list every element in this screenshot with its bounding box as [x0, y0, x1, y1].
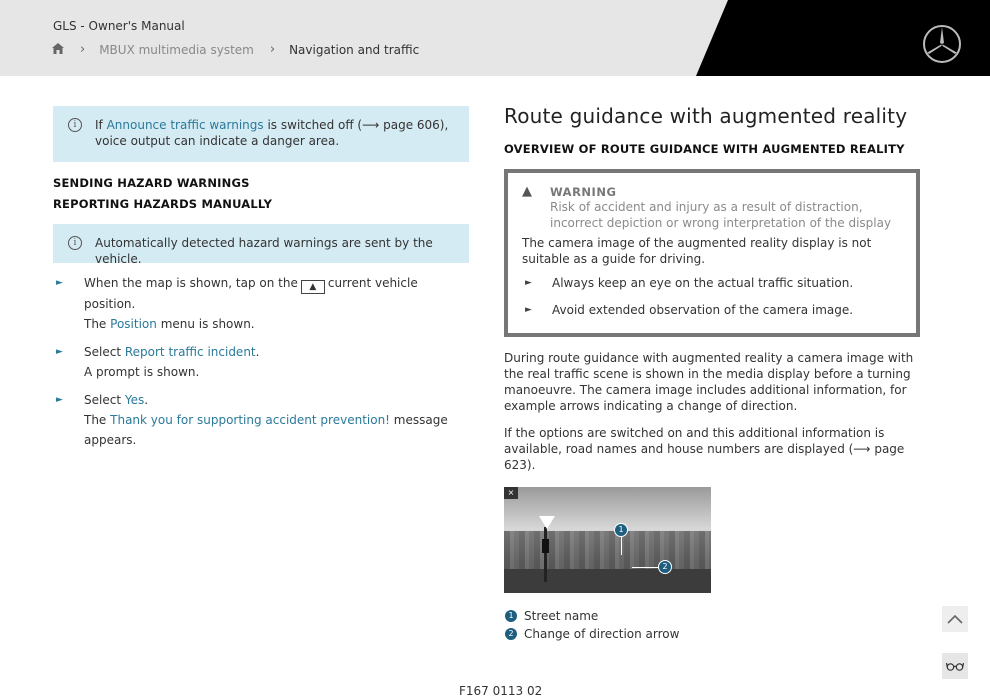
paragraph-route-guidance: During route guidance with augmented reality a camera image with the real traffic scene is shown in the media display before a turning manoeuvre. The camera image includes additional information, for example arrows indicating a change of direction. [504, 351, 914, 413]
step-arrow-icon: ► [56, 395, 63, 405]
warning-step [522, 275, 902, 291]
mercedes-star-logo[interactable] [922, 24, 962, 64]
figure-trees [504, 531, 711, 571]
page-title: Route guidance with augmented reality [504, 104, 908, 128]
callout-line [632, 567, 660, 568]
step-result: message appears. [84, 413, 448, 447]
warning-header [522, 185, 902, 199]
step-text: Select [84, 345, 125, 359]
vehicle-position-icon[interactable]: ▲ [301, 280, 325, 294]
breadcrumb-item-mbux[interactable]: MBUX multimedia system [99, 42, 254, 57]
left-column [53, 106, 469, 458]
step-result: The [84, 413, 111, 427]
position-menu-link[interactable]: Position [110, 317, 157, 331]
info-text-suffix: is switched off (⟶ page 606), voice output can indicate a danger area. [95, 118, 449, 148]
figure-road [504, 569, 711, 593]
figure-close-icon[interactable]: × [504, 487, 518, 499]
heading-sending-hazard: SENDING HAZARD WARNINGS [53, 176, 250, 190]
glasses-icon [946, 661, 964, 671]
section-subtitle: OVERVIEW OF ROUTE GUIDANCE WITH AUGMENTED REALITY [504, 142, 905, 156]
traffic-light [542, 539, 549, 553]
callout-line [621, 537, 622, 555]
warning-step [522, 302, 902, 318]
callout-2: 2 [658, 560, 672, 574]
thank-you-message-link[interactable]: Thank you for supporting accident prevention! [110, 413, 390, 427]
step-text: Select [84, 393, 125, 407]
step-result: A prompt is shown. [84, 365, 200, 379]
info-note-auto [53, 224, 469, 266]
figure-code: F167 0113 02 [459, 684, 543, 698]
scroll-to-top-button[interactable] [942, 606, 968, 632]
warning-box [504, 169, 920, 337]
warning-body: The camera image of the augmented reality display is not suitable as a guide for driving. [522, 236, 872, 266]
step-text: When the map is shown, tap on the [84, 276, 298, 290]
info-note-text [95, 117, 455, 151]
legend-item [504, 625, 920, 643]
warning-description: Risk of accident and injury as a result of distraction, incorrect depiction or wrong interpretation of the display [550, 200, 892, 230]
steps-list [53, 273, 469, 450]
figure-legend [504, 607, 920, 643]
report-traffic-incident-link[interactable]: Report traffic incident [124, 345, 256, 359]
paragraph-options: If the options are switched on and this additional information is available, road names and house numbers are displayed (⟶ page 623). [504, 426, 905, 472]
step-arrow-icon: ► [525, 305, 532, 315]
info-icon: i [68, 236, 82, 250]
warning-step-text: Avoid extended observation of the camera image. [552, 303, 854, 317]
breadcrumb-item-navigation: Navigation and traffic [289, 42, 420, 57]
step-item [53, 273, 469, 334]
chevron-right-icon: › [269, 42, 276, 57]
step-text: . [255, 345, 260, 359]
step-item [53, 342, 469, 382]
glasses-button[interactable] [942, 653, 968, 679]
step-text: current vehicle position. [84, 276, 418, 311]
breadcrumb [52, 42, 419, 57]
figure-pole [544, 527, 547, 582]
camera-image-figure[interactable] [504, 487, 711, 593]
info-note-text: Automatically detected hazard warnings are sent by the vehicle. [95, 236, 433, 266]
legend-label: Change of direction arrow [524, 627, 680, 641]
step-arrow-icon: ► [525, 278, 532, 288]
step-result: The [84, 317, 111, 331]
callout-1: 1 [614, 523, 628, 537]
yes-link[interactable]: Yes [124, 393, 145, 407]
warning-title: WARNING [550, 185, 617, 199]
warning-step-text: Always keep an eye on the actual traffic situation. [552, 276, 854, 290]
manual-title: GLS - Owner's Manual [53, 19, 185, 33]
step-arrow-icon: ► [56, 278, 63, 288]
step-text: . [144, 393, 149, 407]
step-item [53, 390, 469, 450]
announce-traffic-warnings-link[interactable]: Announce traffic warnings [106, 118, 264, 132]
warning-triangle-icon: ▲ [522, 184, 532, 199]
yield-sign [539, 516, 555, 529]
home-icon[interactable] [52, 43, 64, 57]
step-arrow-icon: ► [56, 347, 63, 357]
warning-steps [522, 275, 902, 318]
legend-item [504, 607, 920, 625]
info-icon: i [68, 118, 82, 132]
legend-number: 1 [505, 610, 517, 622]
chevron-up-icon [947, 614, 963, 624]
right-column [504, 104, 920, 643]
heading-reporting-hazard: REPORTING HAZARDS MANUALLY [53, 197, 273, 211]
legend-label: Street name [524, 609, 599, 623]
info-text-prefix: If [95, 118, 107, 132]
chevron-right-icon: › [80, 42, 86, 57]
legend-number: 2 [505, 628, 517, 640]
step-result: menu is shown. [156, 317, 255, 331]
info-note-announce [53, 106, 469, 162]
